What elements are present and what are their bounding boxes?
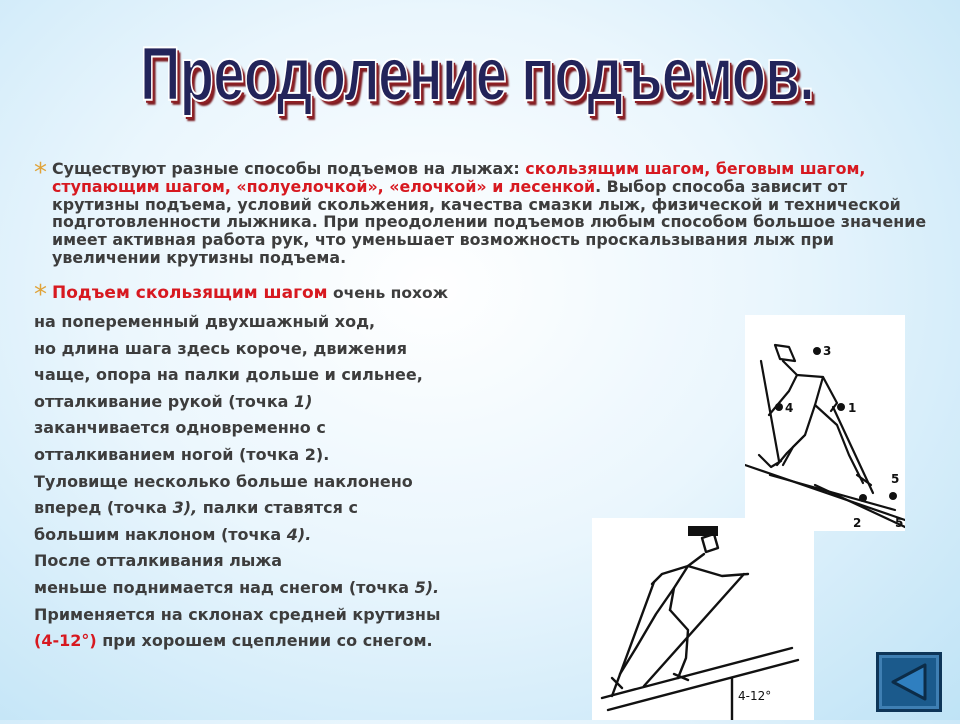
body-line (34, 578, 439, 598)
point-label: 1 (848, 401, 857, 415)
body-line-part: палки ставятся с (197, 498, 358, 518)
body-line-part: заканчивается одновременно с (34, 418, 326, 438)
body-line (34, 445, 329, 465)
body-line (34, 525, 311, 545)
bullet-icon: * (34, 158, 47, 188)
bullet-icon: * (34, 280, 47, 310)
body-line-part: 4). (286, 524, 312, 544)
point-label: 5 (891, 472, 900, 486)
body-line (34, 418, 326, 438)
slide-title: Преодоление подъемов. (140, 32, 814, 117)
body-line-part: После отталкивания лыжа (34, 551, 283, 571)
angle-label: 4-12° (738, 689, 772, 703)
body-line-part: Применяется на склонах средней крутизны (34, 604, 441, 624)
body-line (34, 312, 375, 332)
intro-methods: скользящим шагом, беговым шагом, ступающим шагом, «полуелочкой», «елочкой» и лесенкой (52, 159, 866, 196)
body-line-part: 5). (414, 578, 440, 597)
intro-prefix: Существуют разные способы подъемов на лыжах: (52, 159, 526, 178)
skier-slope-diagram (592, 518, 814, 720)
section-heading-red: Подъем скользящим шагом (52, 283, 328, 303)
body-line-part: 1) (294, 391, 313, 411)
body-line-part: большим наклоном (точка (34, 524, 287, 544)
section-heading-rest: очень похож (327, 284, 449, 302)
body-line-part: 3), (172, 498, 198, 518)
skier-slope-svg (592, 518, 814, 720)
body-line (34, 472, 413, 492)
body-line-part: при хорошем сцеплении со снегом. (96, 631, 433, 651)
intro-paragraph (52, 160, 939, 267)
body-line (34, 631, 433, 651)
point-label: 4 (785, 401, 794, 415)
body-line-part: на попеременный двухшажный ход, (34, 312, 376, 331)
skier-diagram-svg (745, 315, 905, 531)
body-line (34, 498, 358, 518)
body-line-part: (4-12°) (34, 631, 97, 651)
triangle-left-icon (879, 655, 939, 709)
section-heading (52, 282, 448, 304)
body-line-part: отталкиванием ногой (точка 2). (34, 445, 330, 464)
body-line-part: чаще, опора на палки дольше и сильнее, (34, 365, 423, 385)
skier-diagram-points (745, 315, 905, 531)
point-label: 2 (853, 516, 862, 530)
previous-slide-button[interactable] (876, 652, 942, 712)
body-line (34, 392, 313, 412)
intro-suffix: . Выбор способа зависит от крутизны подъема, условий скольжения, качества смазки лыж, физической и технической подготовленности лыжника. При преодолении подъемов любым способом большое значение имеет активная работа рук, что уменьшает возможность проскальзывания лыж при увеличении крутизны подъема. (52, 176, 927, 267)
body-line (34, 551, 282, 571)
body-line-part: меньше поднимается над снегом (точка (34, 578, 415, 597)
point-label: 3 (823, 344, 832, 358)
point-label: 5 (895, 516, 904, 530)
body-line (34, 339, 407, 359)
body-line (34, 365, 423, 385)
body-line-part: вперед (точка (34, 498, 173, 518)
body-line (34, 605, 440, 625)
body-line-part: но длина шага здесь короче, движения (34, 338, 407, 358)
body-line-part: отталкивание рукой (точка (34, 391, 295, 411)
body-line-part: Туловище несколько больше наклонено (34, 471, 413, 491)
